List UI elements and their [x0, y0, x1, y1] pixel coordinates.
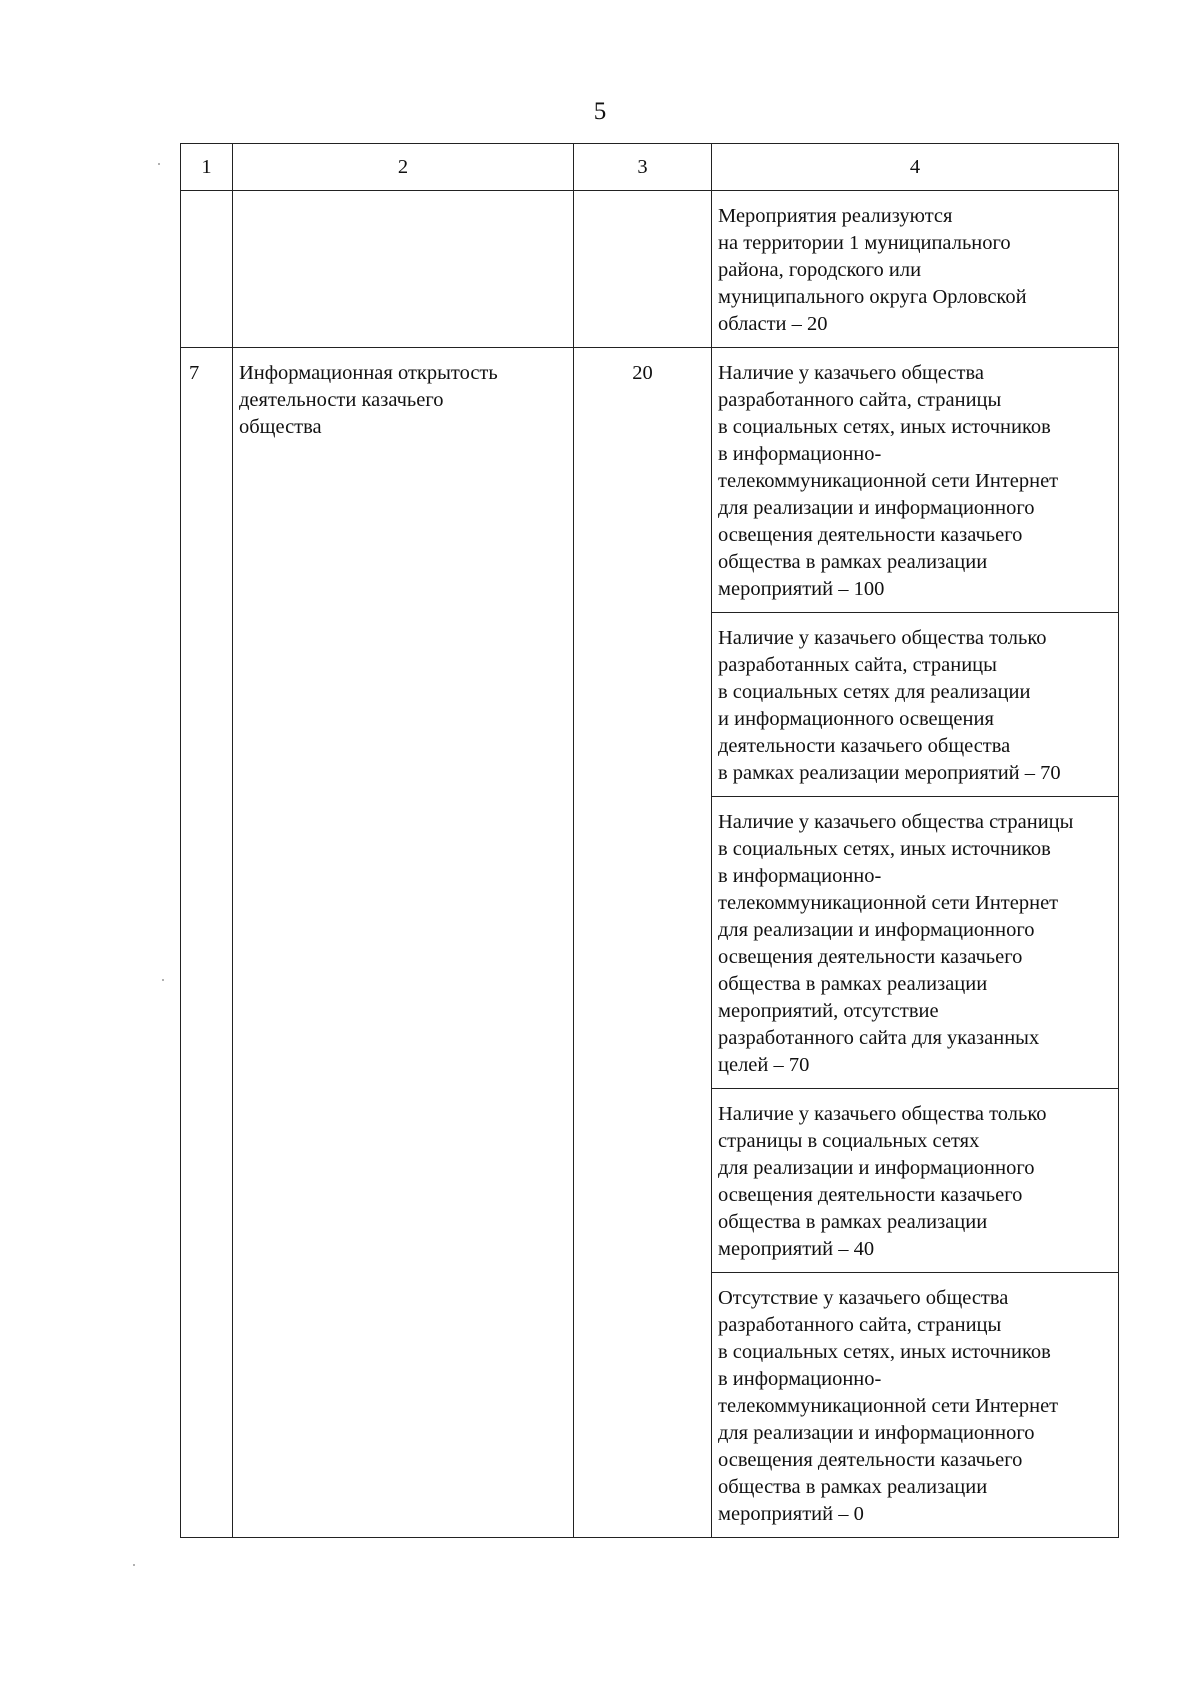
continuation-number-cell: [181, 191, 233, 348]
text-line: разработанного сайта, страницы: [718, 1314, 1002, 1336]
row-7-option-1: [181, 348, 1119, 613]
text-line: мероприятий – 100: [718, 578, 885, 600]
text-line: в социальных сетях, иных источников: [718, 1341, 1051, 1363]
text-line: телекоммуникационной сети Интернет: [718, 470, 1059, 492]
continuation-criterion-cell: [233, 191, 574, 348]
text-line: телекоммуникационной сети Интернет: [718, 1395, 1059, 1417]
text-line: Мероприятия реализуются: [718, 205, 953, 227]
text-line: разработанного сайта, страницы: [718, 389, 1002, 411]
option-cell-5: [712, 1273, 1119, 1538]
option-cell-3: [712, 797, 1119, 1089]
text-line: на территории 1 муниципального: [718, 232, 1011, 254]
header-col-3: 3: [574, 144, 712, 191]
header-col-2: 2: [233, 144, 574, 191]
text-line: в рамках реализации мероприятий – 70: [718, 762, 1061, 784]
text-line: в информационно-: [718, 865, 882, 887]
header-row: [181, 144, 1119, 191]
text-line: области – 20: [718, 313, 828, 335]
continuation-points-cell: [574, 191, 712, 348]
table-body: [181, 191, 1119, 1538]
scan-speck: [162, 979, 164, 981]
scan-speck: [133, 1564, 135, 1566]
text-line: освещения деятельности казачьего: [718, 524, 1023, 546]
text-line: в социальных сетях для реализации: [718, 681, 1031, 703]
text-line: страницы в социальных сетях: [718, 1130, 980, 1152]
text-line: мероприятий – 40: [718, 1238, 875, 1260]
page-number: 5: [593, 98, 607, 125]
criterion-line: Информационная открытость: [239, 362, 498, 384]
text-line: деятельности казачьего общества: [718, 735, 1011, 757]
text-line: муниципального округа Орловской: [718, 286, 1027, 308]
text-line: общества в рамках реализации: [718, 1211, 988, 1233]
text-line: Наличие у казачьего общества: [718, 362, 984, 384]
text-line: освещения деятельности казачьего: [718, 1184, 1023, 1206]
table-header: [181, 144, 1119, 191]
text-line: освещения деятельности казачьего: [718, 946, 1023, 968]
criterion-line: общества: [239, 416, 322, 438]
option-cell-1: [712, 348, 1119, 613]
header-col-1: 1: [181, 144, 233, 191]
text-line: в социальных сетях, иных источников: [718, 838, 1051, 860]
text-line: телекоммуникационной сети Интернет: [718, 892, 1059, 914]
text-line: разработанных сайта, страницы: [718, 654, 997, 676]
text-line: Наличие у казачьего общества только: [718, 1103, 1047, 1125]
text-line: общества в рамках реализации: [718, 551, 988, 573]
option-cell-4: [712, 1089, 1119, 1273]
text-line: разработанного сайта для указанных: [718, 1027, 1040, 1049]
text-line: для реализации и информационного: [718, 919, 1035, 941]
text-line: мероприятий – 0: [718, 1503, 864, 1525]
option-cell-2: [712, 613, 1119, 797]
text-line: для реализации и информационного: [718, 497, 1035, 519]
criterion-line: деятельности казачьего: [239, 389, 444, 411]
text-line: общества в рамках реализации: [718, 973, 988, 995]
text-line: мероприятий, отсутствие: [718, 1000, 939, 1022]
continuation-description-cell: [712, 191, 1119, 348]
scan-speck: [158, 163, 160, 165]
criterion-name: [233, 348, 574, 1538]
text-line: для реализации и информационного: [718, 1157, 1035, 1179]
text-line: в информационно-: [718, 443, 882, 465]
text-line: в информационно-: [718, 1368, 882, 1390]
text-line: для реализации и информационного: [718, 1422, 1035, 1444]
text-line: района, городского или: [718, 259, 922, 281]
max-points: 20: [574, 348, 712, 1538]
header-col-4: 4: [712, 144, 1119, 191]
text-line: общества в рамках реализации: [718, 1476, 988, 1498]
text-line: и информационного освещения: [718, 708, 994, 730]
text-line: в социальных сетях, иных источников: [718, 416, 1051, 438]
text-line: Наличие у казачьего общества страницы: [718, 811, 1074, 833]
row-number: 7: [181, 348, 233, 1538]
text-line: Отсутствие у казачьего общества: [718, 1287, 1009, 1309]
criteria-table: [180, 143, 1119, 1538]
continuation-row: [181, 191, 1119, 348]
text-line: Наличие у казачьего общества только: [718, 627, 1047, 649]
text-line: целей – 70: [718, 1054, 810, 1076]
text-line: освещения деятельности казачьего: [718, 1449, 1023, 1471]
